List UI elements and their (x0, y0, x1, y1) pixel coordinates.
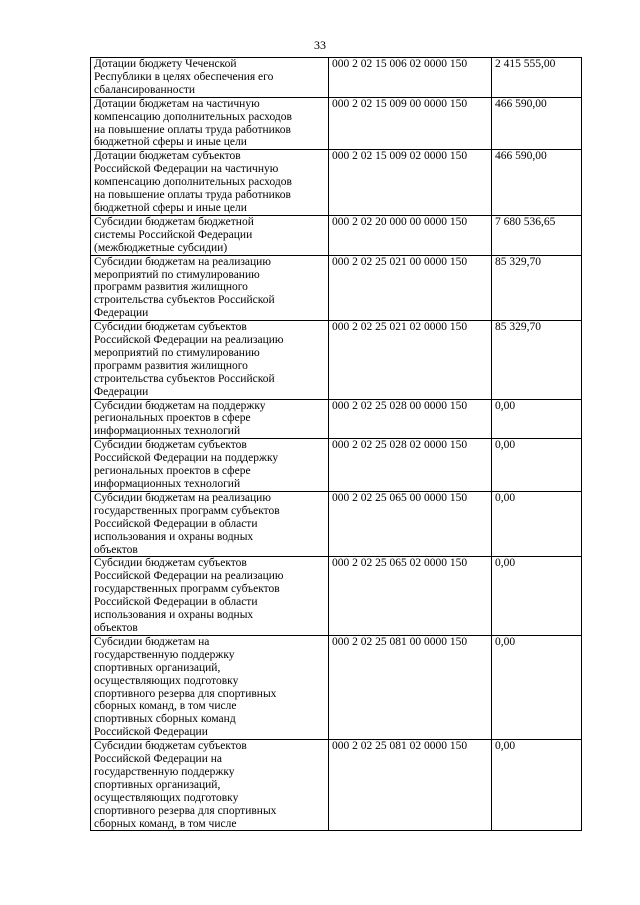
revenue-name-cell: Субсидии бюджетам на поддержку региональных проектов в сфере информационных технологий (91, 399, 329, 439)
table-row (91, 491, 582, 557)
table-row (91, 150, 582, 216)
budget-code-cell: 000 2 02 15 009 00 0000 150 (329, 97, 492, 150)
table-row (91, 97, 582, 150)
revenue-name-cell: Субсидии бюджетам на реализацию государственных программ субъектов Российской Федерации в области использования и охраны водных объектов (91, 491, 329, 557)
budget-code-cell: 000 2 02 15 009 02 0000 150 (329, 150, 492, 216)
budget-code-cell: 000 2 02 25 081 02 0000 150 (329, 740, 492, 831)
table-row (91, 255, 582, 321)
amount-cell: 0,00 (492, 557, 582, 635)
amount-cell: 85 329,70 (492, 321, 582, 399)
amount-cell: 0,00 (492, 439, 582, 492)
amount-cell: 466 590,00 (492, 150, 582, 216)
table-row (91, 215, 582, 255)
amount-cell: 466 590,00 (492, 97, 582, 150)
revenue-name-cell: Субсидии бюджетам субъектов Российской Федерации на поддержку региональных проектов в сфере информационных технологий (91, 439, 329, 492)
revenue-name-cell: Субсидии бюджетам на реализацию мероприятий по стимулированию программ развития жилищного строительства субъектов Российской Федерации (91, 255, 329, 321)
table-row (91, 58, 582, 98)
budget-revenue-table (90, 57, 582, 831)
revenue-name-cell: Субсидии бюджетам субъектов Российской Федерации на реализацию мероприятий по стимулированию программ развития жилищного строительства субъектов Российской Федерации (91, 321, 329, 399)
amount-cell: 2 415 555,00 (492, 58, 582, 98)
budget-code-cell: 000 2 02 25 028 00 0000 150 (329, 399, 492, 439)
amount-cell: 0,00 (492, 740, 582, 831)
budget-code-cell: 000 2 02 20 000 00 0000 150 (329, 215, 492, 255)
budget-code-cell: 000 2 02 25 021 00 0000 150 (329, 255, 492, 321)
table-body (91, 58, 582, 831)
table-row (91, 557, 582, 635)
table-row (91, 399, 582, 439)
table-row (91, 439, 582, 492)
page-number: 33 (314, 38, 326, 52)
budget-code-cell: 000 2 02 25 065 02 0000 150 (329, 557, 492, 635)
revenue-name-cell: Субсидии бюджетам субъектов Российской Федерации на реализацию государственных программ субъектов Российской Федерации в области использования и охраны водных объектов (91, 557, 329, 635)
amount-cell: 0,00 (492, 635, 582, 739)
table-row (91, 635, 582, 739)
amount-cell: 0,00 (492, 399, 582, 439)
budget-code-cell: 000 2 02 25 028 02 0000 150 (329, 439, 492, 492)
table-row (91, 321, 582, 399)
revenue-name-cell: Дотации бюджетам на частичную компенсацию дополнительных расходов на повышение оплаты труда работников бюджетной сферы и иные цели (91, 97, 329, 150)
amount-cell: 85 329,70 (492, 255, 582, 321)
budget-code-cell: 000 2 02 15 006 02 0000 150 (329, 58, 492, 98)
revenue-name-cell: Субсидии бюджетам на государственную поддержку спортивных организаций, осуществляющих подготовку спортивного резерва для спортивных сборных команд, в том числе спортивных сборных команд Российской Федерации (91, 635, 329, 739)
amount-cell: 7 680 536,65 (492, 215, 582, 255)
revenue-name-cell: Субсидии бюджетам бюджетной системы Российской Федерации (межбюджетные субсидии) (91, 215, 329, 255)
budget-code-cell: 000 2 02 25 081 00 0000 150 (329, 635, 492, 739)
revenue-name-cell: Субсидии бюджетам субъектов Российской Федерации на государственную поддержку спортивных организаций, осуществляющих подготовку спортивного резерва для спортивных сборных команд, в том числе (91, 740, 329, 831)
budget-code-cell: 000 2 02 25 021 02 0000 150 (329, 321, 492, 399)
revenue-name-cell: Дотации бюджетам субъектов Российской Федерации на частичную компенсацию дополнительных расходов на повышение оплаты труда работников бюджетной сферы и иные цели (91, 150, 329, 216)
revenue-name-cell: Дотации бюджету Чеченской Республики в целях обеспечения его сбалансированности (91, 58, 329, 98)
amount-cell: 0,00 (492, 491, 582, 557)
budget-code-cell: 000 2 02 25 065 00 0000 150 (329, 491, 492, 557)
table-row (91, 740, 582, 831)
